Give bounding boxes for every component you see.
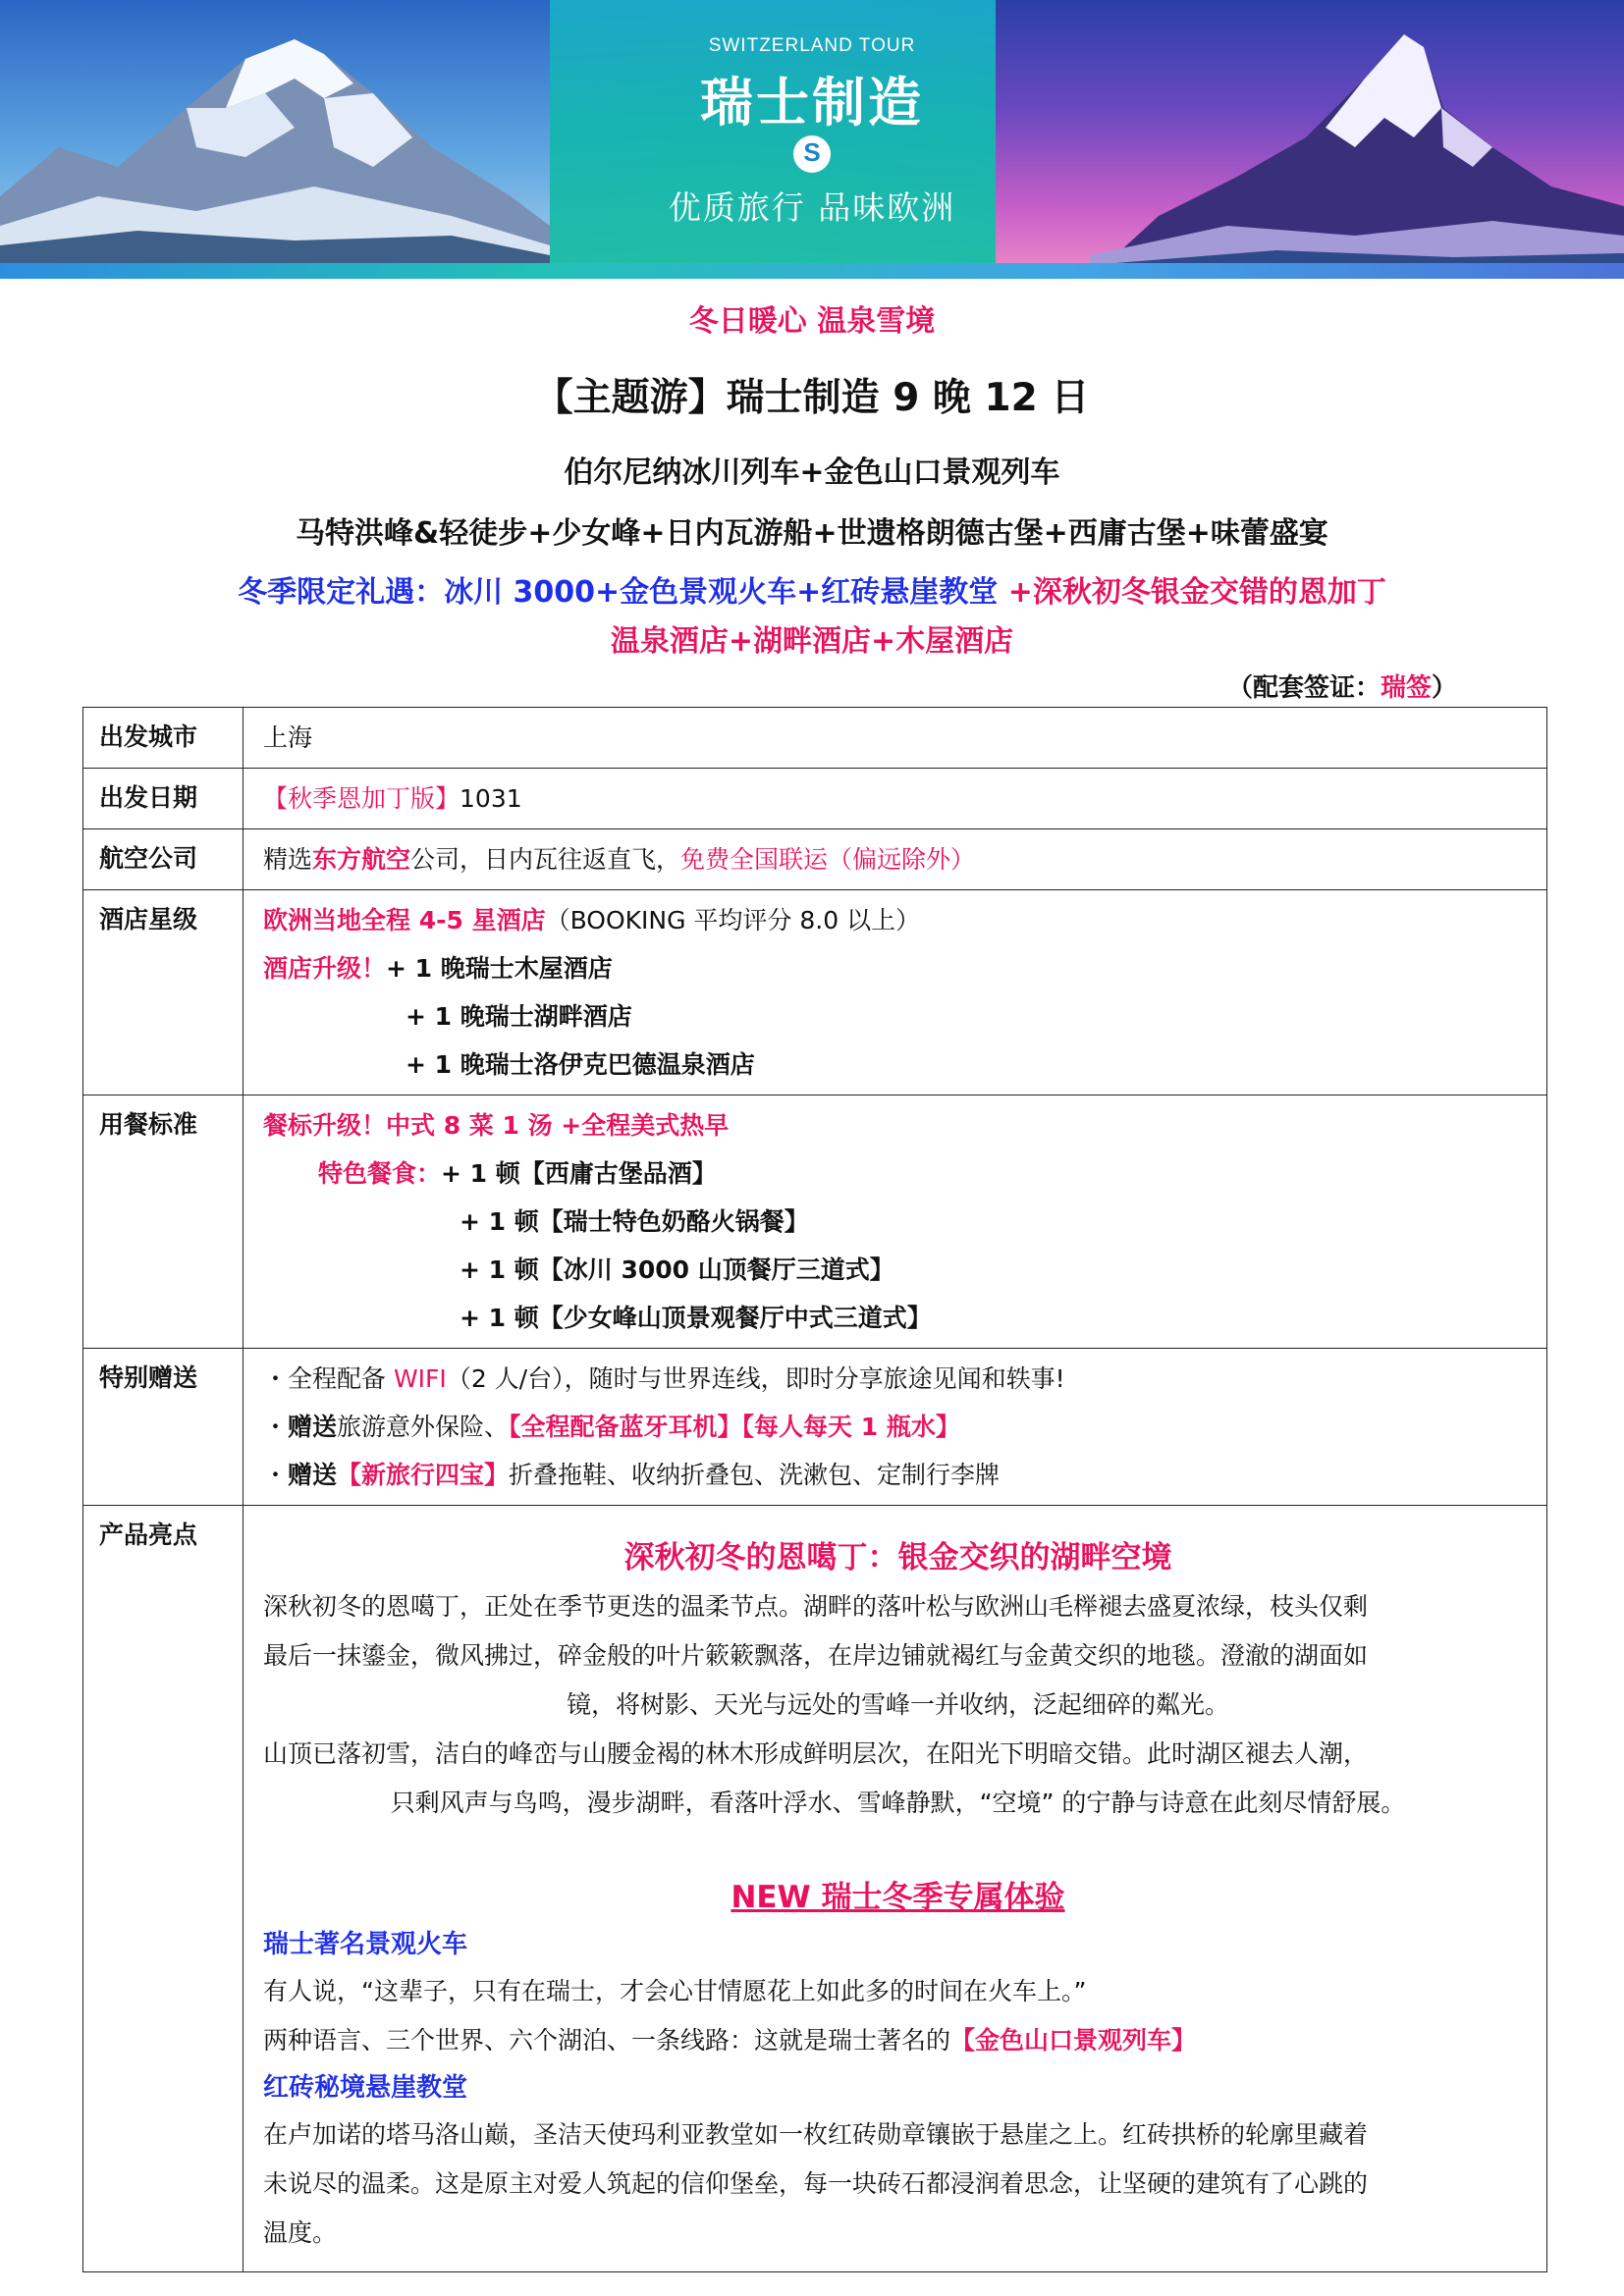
gift-wifi: WIFI [393,1364,447,1393]
hotel-upgrade-item: + 1 晚瑞士洛伊克巴德温泉酒店 [406,1050,755,1079]
row-label: 酒店星级 [83,890,244,1095]
gift-text: 旅游意外保险、 [337,1413,510,1441]
gift-text: （2 人/台），随时与世界连线，即时分享旅途见闻和轶事! [446,1364,1065,1393]
row-hotel [83,890,1547,1095]
row-value [244,890,1547,1095]
airline-text: 公司，日内瓦往返直飞， [410,845,681,874]
row-meals [83,1095,1547,1349]
winter-gift-line [0,567,1624,611]
paragraph-line: 温度。 [263,2218,338,2247]
paragraph-line: 最后一抹鎏金，微风拂过，碎金般的叶片簌簌飘落，在岸边铺就褐红与金黄交织的地毯。澄澈的湖面如 [263,1641,1369,1670]
hotel-upgrade-label: 酒店升级！ [263,954,387,983]
row-value [244,1506,1547,2272]
golden-pass-highlight: 【金色山口景观列车】 [950,2026,1197,2055]
special-meal-item: + 1 顿【少女峰山顶景观餐厅中式三道式】 [460,1304,932,1332]
row-label: 用餐标准 [83,1095,244,1349]
row-label: 出发城市 [83,708,244,769]
visa-suffix: ） [1431,673,1457,703]
paragraph-line: 镜，将树影、天光与远处的雪峰一并收纳，泛起细碎的粼光。 [566,1690,1229,1719]
paragraph-line: 有人说，“这辈子，只有在瑞士，才会心甘情愿花上如此多的时间在火车上。” [263,1977,1087,2005]
banner-bottom-bar [0,263,1624,279]
header-banner [0,0,1624,279]
hotels-line: 温泉酒店+湖畔酒店+木屋酒店 [610,624,1014,659]
special-meal-item: + 1 顿【西庸古堡品酒】 [441,1159,717,1188]
departure-city-value: 上海 [263,723,313,752]
banner-tour-label: SWITZERLAND TOUR [708,35,916,56]
hotel-rating: （BOOKING 平均评分 8.0 以上） [545,906,921,934]
row-value [244,1095,1547,1349]
theme-subtitle: 冬日暖心 温泉雪境 [688,304,936,339]
banner-slogan: 优质旅行 品味欧洲 [668,188,956,227]
winter-gift-pink: +深秋初冬银金交错的恩加丁 [1007,575,1386,610]
visa-note [1227,667,1457,704]
row-label: 产品亮点 [83,1506,244,2272]
hotel-standard: 欧洲当地全程 4-5 星酒店 [263,906,546,934]
engadin-section-title: 深秋初冬的恩噶丁：银金交织的湖畔空境 [623,1540,1172,1575]
winter-gift-blue: 冬季限定礼遇：冰川 3000+金色景观火车+红砖悬崖教堂 [238,575,1008,610]
trains-line: 伯尔尼纳冰川列车+金色山口景观列车 [564,455,1060,490]
row-gifts [83,1349,1547,1506]
gift-bullet: ・ [263,1461,289,1489]
row-value [244,829,1547,890]
hotel-upgrade-item: + 1 晚瑞士木屋酒店 [386,954,613,983]
train-subtitle: 瑞士著名景观火车 [263,1930,468,1959]
paragraph-text: 两种语言、三个世界、六个湖泊、一条线路：这就是瑞士著名的 [263,2026,951,2055]
row-product-highlights [83,1506,1547,2272]
paragraph-line: 深秋初冬的恩噶丁，正处在季节更迭的温柔节点。湖畔的落叶松与欧洲山毛榉褪去盛夏浓绿，枝头仅剩 [263,1592,1369,1621]
row-departure-city [83,708,1547,769]
row-label: 特别赠送 [83,1349,244,1506]
edition-tag: 【秋季恩加丁版】 [263,784,460,813]
airline-name: 东方航空 [312,845,411,874]
row-label: 出发日期 [83,769,244,829]
free-transfer-note: 免费全国联运（偏远除外） [680,845,976,874]
paragraph-line: 未说尽的温柔。这是原主对爱人筑起的信仰堡垒，每一块砖石都浸润着思念，让坚硬的建筑有了心跳的 [263,2169,1369,2198]
paragraph-line: 只剩风声与鸟鸣，漫步湖畔，看落叶浮水、雪峰静默，“空境” 的宁静与诗意在此刻尽情舒展。 [390,1789,1406,1817]
gift-bullet: ・ [263,1413,289,1441]
gift-text: 折叠拖鞋、收纳折叠包、洗漱包、定制行李牌 [509,1461,1001,1489]
row-airline [83,829,1547,890]
special-meal-item: + 1 顿【冰川 3000 山顶餐厅三道式】 [460,1255,894,1284]
gift-highlight: 【全程配备蓝牙耳机】【每人每天 1 瓶水】 [509,1413,960,1441]
gift-bold: 赠送 [288,1461,338,1489]
airline-text: 精选 [263,845,313,874]
paragraph-line: 在卢加诺的塔马洛山巅，圣洁天使玛利亚教堂如一枚红砖勋章镶嵌于悬崖之上。红砖拱桥的轮廓里藏着 [263,2120,1369,2149]
brand-logo-icon [793,135,831,173]
church-subtitle: 红砖秘境悬崖教堂 [263,2073,468,2103]
page-title: 【主题游】瑞士制造 9 晚 12 日 [534,376,1090,420]
brand-logo-mark: S [803,137,821,167]
visa-value: 瑞签 [1380,673,1432,703]
gift-highlight: 【新旅行四宝】 [337,1461,510,1489]
tour-info-table [82,707,1547,2272]
gift-text: ・全程配备 [263,1364,394,1393]
row-value [244,1349,1547,1506]
gift-bold: 赠送 [288,1413,338,1441]
meal-upgrade: 餐标升级！中式 8 菜 1 汤 +全程美式热早 [263,1111,730,1140]
row-label: 航空公司 [83,829,244,890]
departure-date-value: 1031 [460,784,522,813]
hotel-upgrade-item: + 1 晚瑞士湖畔酒店 [406,1002,632,1031]
row-departure-date [83,769,1547,829]
visa-prefix: （配套签证： [1226,673,1380,703]
highlights-line: 马特洪峰&轻徒步+少女峰+日内瓦游船+世遗格朗德古堡+西庸古堡+味蕾盛宴 [296,516,1328,551]
new-winter-title: NEW 瑞士冬季专属体验 [731,1880,1065,1915]
special-meals-label: 特色餐食： [318,1159,442,1188]
banner-brand-title: 瑞士制造 [700,72,924,133]
row-value [244,708,1547,769]
paragraph-line: 山顶已落初雪，洁白的峰峦与山腰金褐的林木形成鲜明层次，在阳光下明暗交错。此时湖区褪去人潮， [263,1739,1369,1768]
row-value [244,769,1547,829]
special-meal-item: + 1 顿【瑞士特色奶酪火锅餐】 [460,1207,809,1236]
